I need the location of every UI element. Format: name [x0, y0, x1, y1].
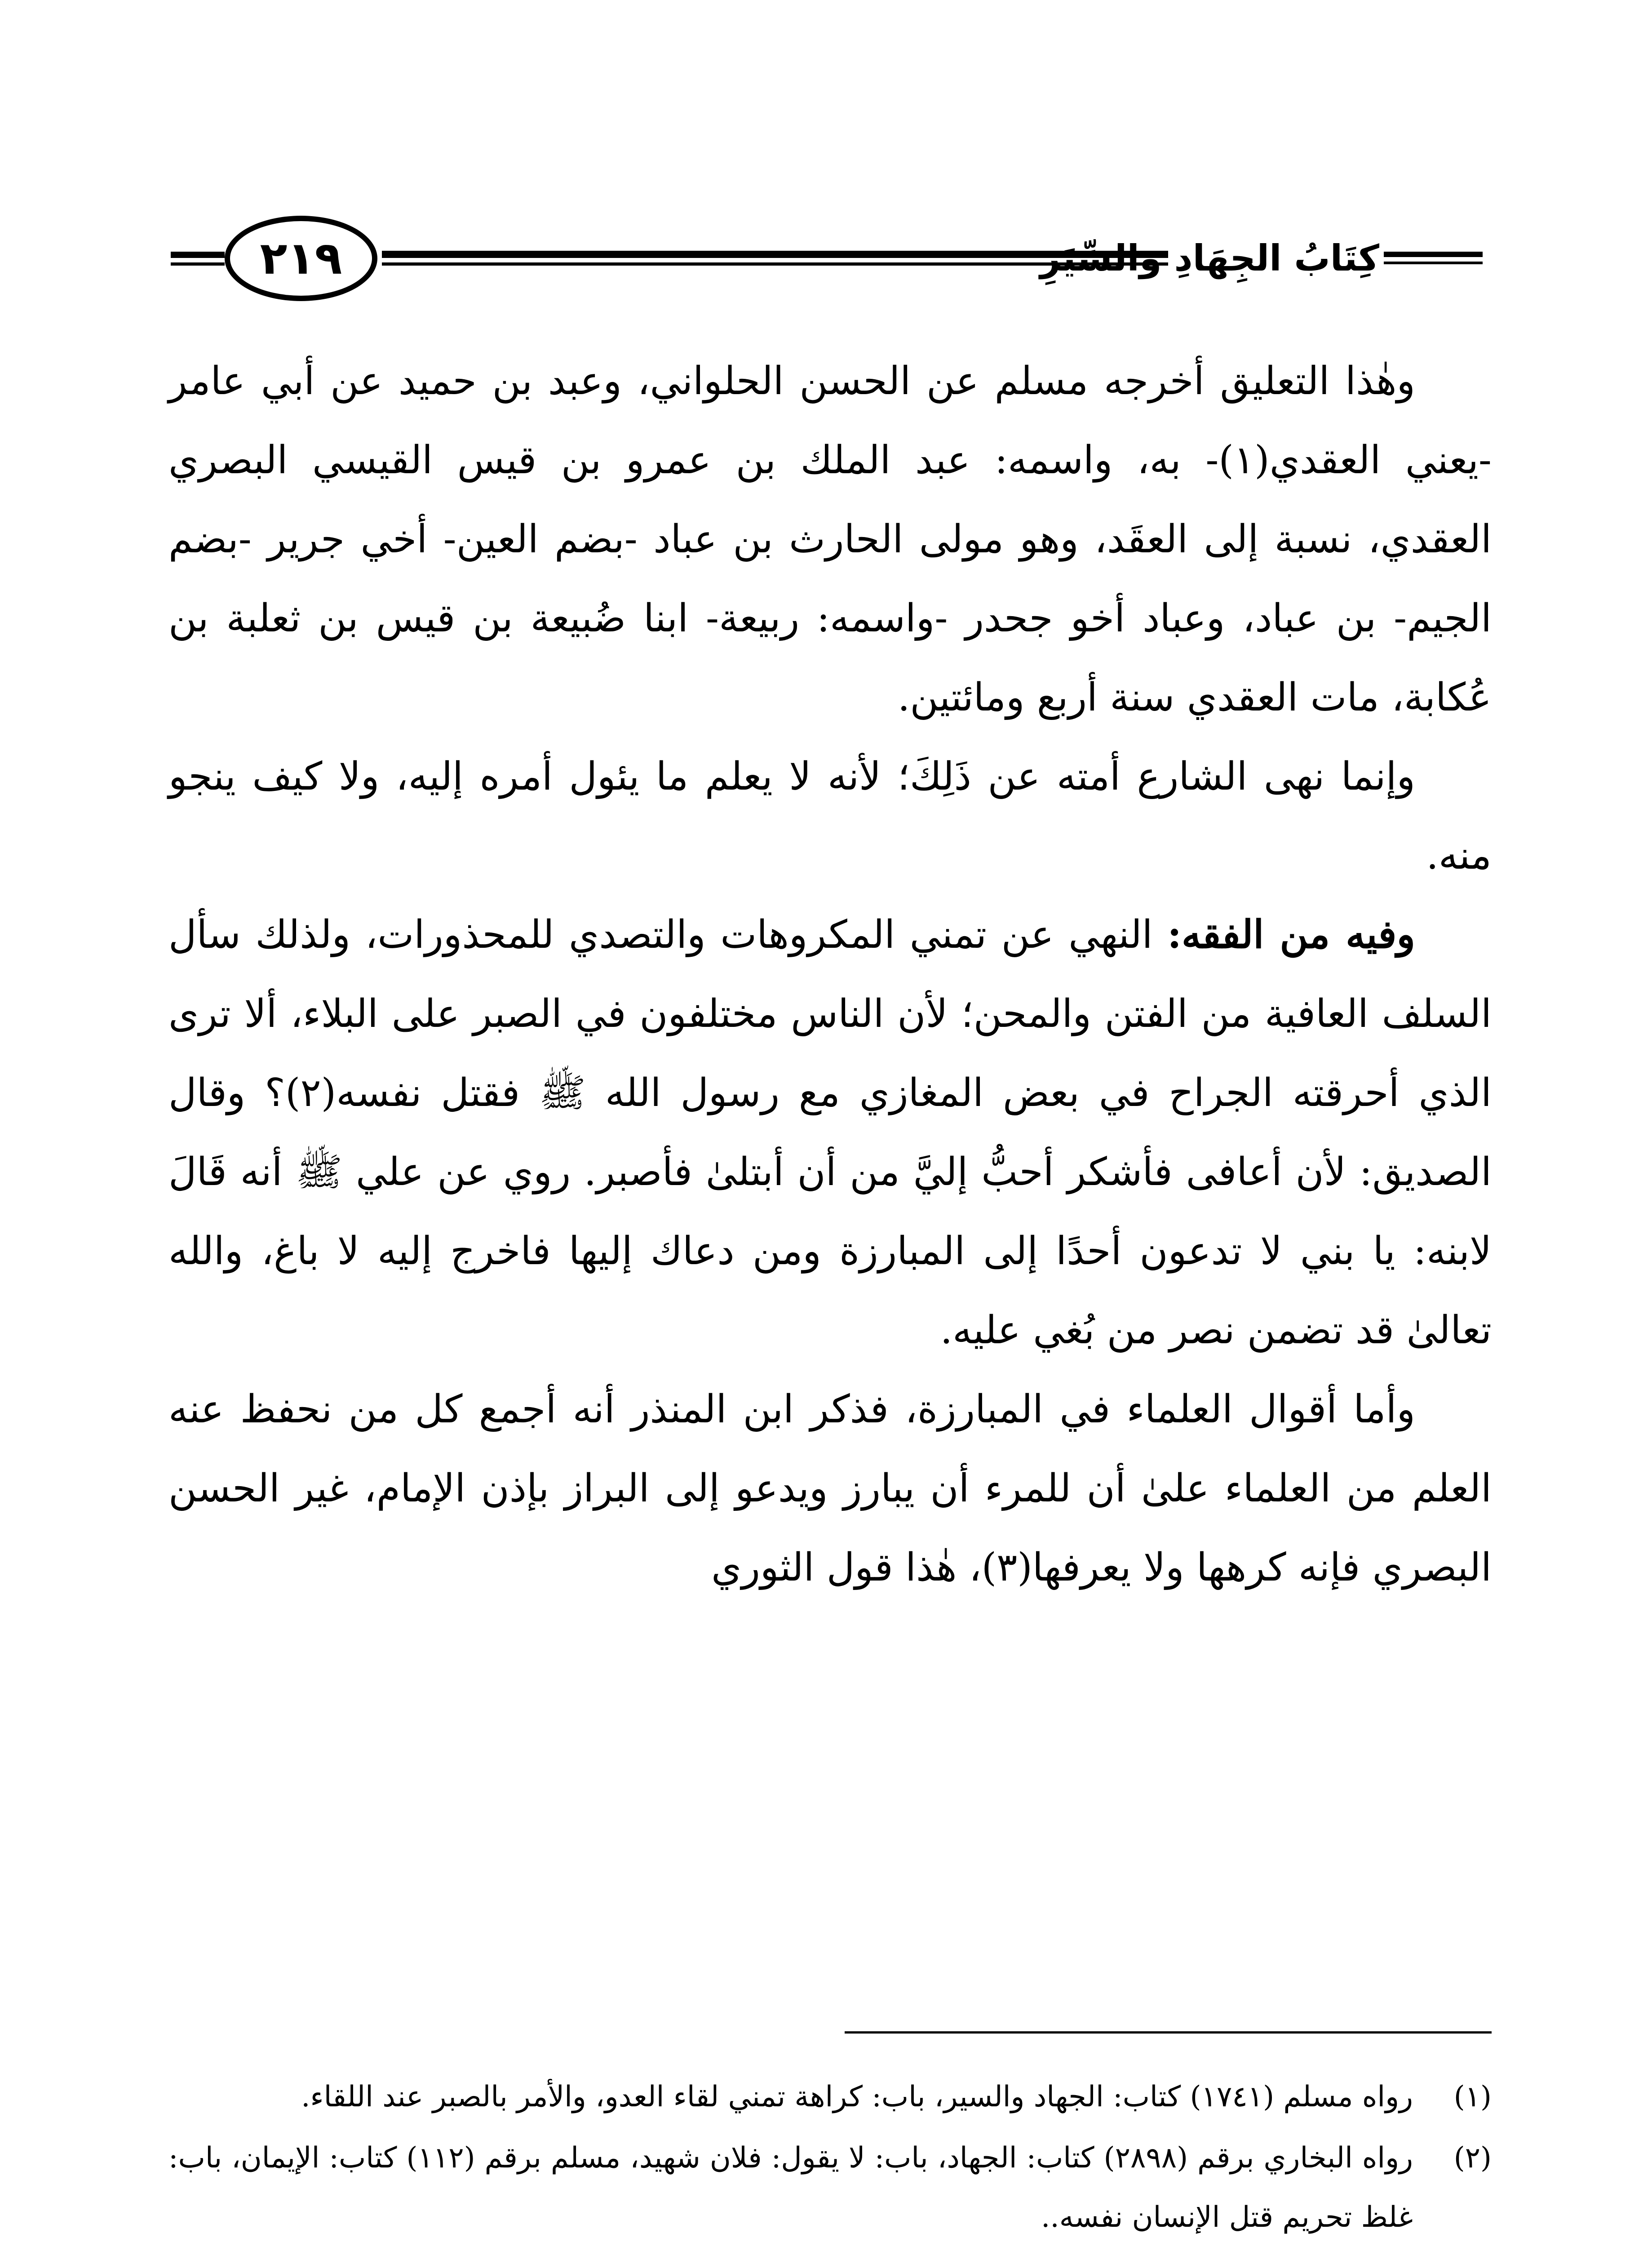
- paragraph: [168, 895, 1492, 1370]
- footnote: [168, 2128, 1492, 2247]
- paragraph: [168, 1370, 1492, 1607]
- paragraph-bold-lead: وفيه من الفقه:: [1167, 912, 1415, 957]
- paragraph-text: وإنما نهى الشارع أمته عن ذَلِكَ؛ لأنه لا يعلم ما يئول أمره إليه، ولا كيف ينجو منه.: [168, 754, 1492, 878]
- footnote-text: رواه مسلم (١٧٤١) كتاب: الجهاد والسير، باب: كراهة تمني لقاء العدو، والأمر بالصبر عند اللقاء.: [301, 2080, 1413, 2114]
- footnote-text: رواه البخاري برقم (٢٨٩٨) كتاب: الجهاد، باب: لا يقول: فلان شهيد، مسلم برقم (١١٢) كتاب: الإيمان، باب: غلظ تحريم قتل الإنسان نفسه..: [168, 2141, 1413, 2234]
- header-rule-left: [171, 252, 225, 258]
- header-rule-right: [1384, 252, 1483, 257]
- footnote: [168, 2067, 1492, 2127]
- footnote-number: (٢): [1453, 2141, 1492, 2175]
- paragraph: [168, 342, 1492, 737]
- footnote-separator: [845, 2031, 1492, 2034]
- header-rule-right-thin: [1384, 262, 1483, 264]
- paragraph: [168, 737, 1492, 895]
- header-rule-left-thin: [171, 262, 225, 266]
- page-header: [171, 216, 1483, 306]
- paragraph-text: وأما أقوال العلماء في المبارزة، فذكر ابن المنذر أنه أجمع كل من نحفظ عنه العلم من العلماء علىٰ أن للمرء أن يبارز ويدعو إلى البراز بإذن الإمام، غير الحسن البصري فإنه كرهها ولا يعرفها(٣)، هٰذا قول الثوري: [168, 1387, 1492, 1590]
- footnote-number: (١): [1453, 2080, 1492, 2114]
- book-title: كِتَابُ الجِهَادِ وَالسِّيَرِ: [1040, 237, 1379, 279]
- paragraph-text: النهي عن تمني المكروهات والتصدي للمحذورات، ولذلك سأل السلف العافية من الفتن والمحن؛ لأن الناس مختلفون في الصبر على البلاء، ألا ترى الذي أحرقته الجراح في بعض المغازي مع رسول الله ﷺ فقتل نفسه(٢)؟ وقال الصديق: لأن أعافى فأشكر أحبُّ إليَّ من أن أبتلىٰ فأصبر. روي عن علي ﷺ أنه قَالَ لابنه: يا بني لا تدعون أحدًا إلى المبارزة ومن دعاك إليها فاخرج إليه لا باغ، والله تعالىٰ قد تضمن نصر من بُغي عليه.: [168, 912, 1492, 1353]
- main-text: [168, 342, 1492, 1607]
- page-number: ٢١٩: [225, 216, 377, 301]
- footnotes: [168, 2067, 1492, 2247]
- paragraph-text: وهٰذا التعليق أخرجه مسلم عن الحسن الحلواني، وعبد بن حميد عن أبي عامر -يعني العقدي(١)- به، واسمه: عبد الملك بن عمرو بن قيس القيسي البصري العقدي، نسبة إلى العقَد، وهو مولى الحارث بن عباد -بضم العين- أخي جرير -بضم الجيم- بن عباد، وعباد أخو جحدر -واسمه: ربيعة- ابنا ضُبيعة بن قيس بن ثعلبة بن عُكابة، مات العقدي سنة أربع ومائتين.: [168, 359, 1492, 720]
